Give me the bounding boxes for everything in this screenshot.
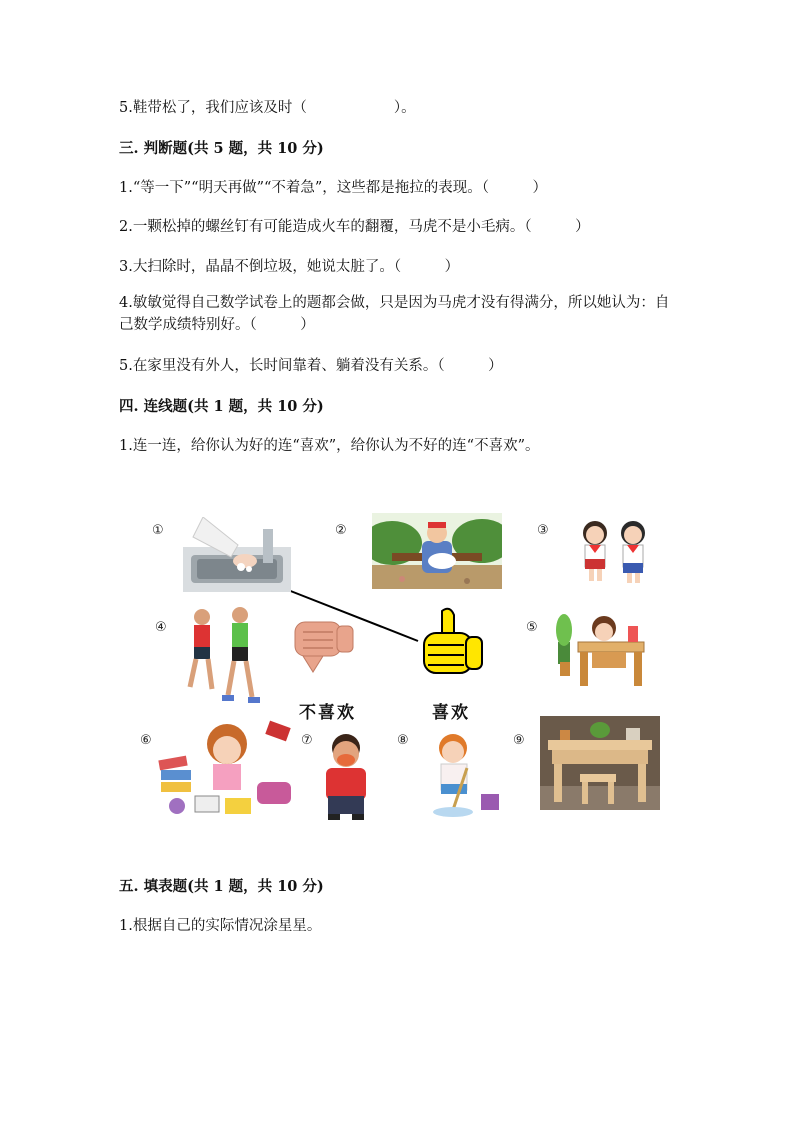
messy-room-picture [155, 718, 298, 820]
thumbs-up-icon [420, 605, 486, 677]
number-3: ③ [537, 523, 549, 538]
dislike-label: 不喜欢 [299, 703, 356, 723]
section-5-heading: 五. 填表题(共 1 题，共 10 分) [119, 878, 324, 895]
number-7: ⑦ [301, 733, 313, 748]
number-6: ⑥ [140, 733, 152, 748]
like-label: 喜欢 [432, 703, 470, 723]
number-1: ① [152, 523, 164, 538]
wooden-desk-picture [540, 716, 660, 810]
section-3-heading: 三. 判断题(共 5 题，共 10 分) [119, 140, 324, 157]
number-9: ⑨ [513, 733, 525, 748]
saluting-children-picture [575, 515, 655, 585]
fill-question-5: 5.鞋带松了，我们应该及时（ ）。 [119, 100, 416, 116]
hand-washing-picture [183, 517, 291, 592]
eating-boy-picture [318, 730, 374, 822]
judge-item-1: 1.“等一下”“明天再做”“不着急”，这些都是拖拉的表现。（ ） [119, 180, 548, 196]
section-4-heading: 四. 连线题(共 1 题，共 10 分) [119, 398, 324, 415]
judge-item-5: 5.在家里没有外人，长时间靠着、躺着没有关系。（ ） [119, 358, 503, 374]
judge-item-3: 3.大扫除时，晶晶不倒垃圾，她说太脏了。（ ） [119, 259, 460, 275]
number-8: ⑧ [397, 733, 409, 748]
sleeping-at-desk-picture [556, 608, 651, 688]
littering-man-picture [372, 513, 502, 589]
mopping-girl-picture [423, 728, 505, 818]
matching-question: 1.连一连，给你认为好的连“喜欢”，给你认为不好的连“不喜欢”。 [119, 438, 540, 454]
running-men-picture [182, 603, 262, 705]
number-5: ⑤ [526, 620, 538, 635]
table-question: 1.根据自己的实际情况涂星星。 [119, 918, 322, 934]
thumbs-down-icon [293, 620, 357, 675]
number-2: ② [335, 523, 347, 538]
judge-item-2: 2.一颗松掉的螺丝钉有可能造成火车的翻覆，马虎不是小毛病。（ ） [119, 219, 590, 235]
number-4: ④ [155, 620, 167, 635]
judge-item-4: 4.敏敏觉得自己数学试卷上的题都会做，只是因为马虎才没有得满分，所以她认为：自己数学成绩特别好。（ ） [119, 295, 670, 333]
